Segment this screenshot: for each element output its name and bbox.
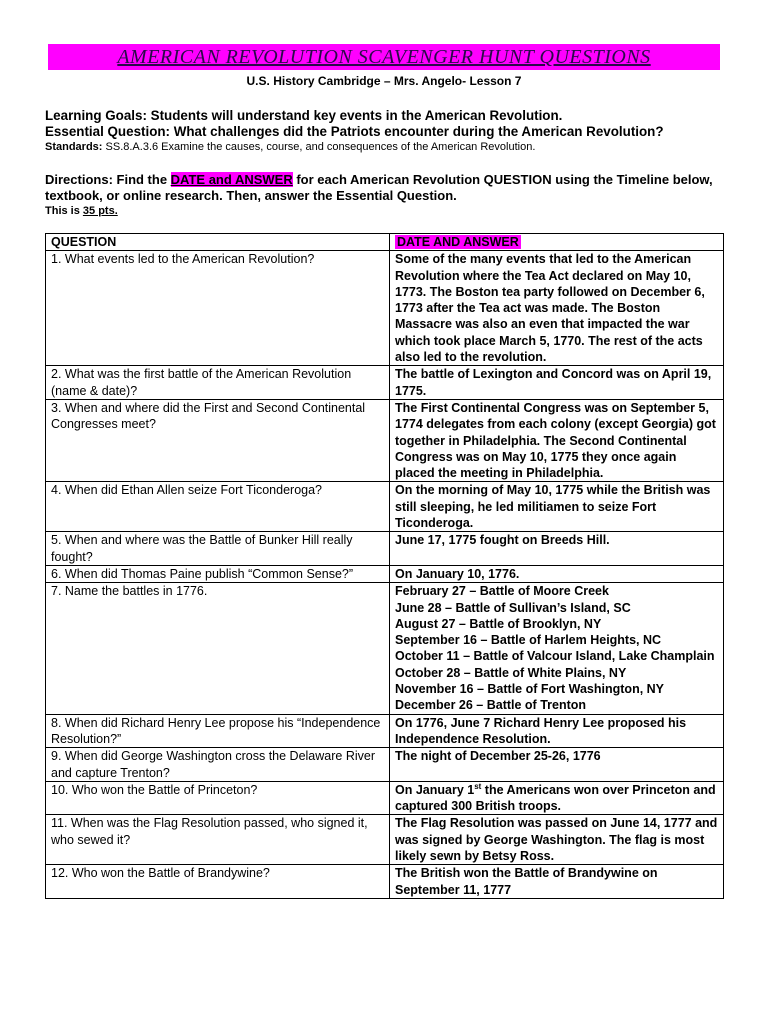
answer-part: On January 1 (395, 782, 475, 797)
answer-cell: June 17, 1775 fought on Breeds Hill. (390, 532, 724, 566)
table-row (46, 482, 724, 532)
answer-cell: On 1776, June 7 Richard Henry Lee proposed his Independence Resolution. (390, 714, 724, 748)
question-cell: 6. When did Thomas Paine publish “Common Sense?” (46, 565, 390, 582)
battle-line: August 27 – Battle of Brooklyn, NY (395, 616, 602, 631)
answer-cell: The British won the Battle of Brandywine on September 11, 1777 (390, 865, 724, 899)
answer-cell (390, 583, 724, 714)
question-cell: 8. When did Richard Henry Lee propose his “Independence Resolution?” (46, 714, 390, 748)
battle-line: November 16 – Battle of Fort Washington, NY (395, 682, 665, 697)
answer-cell: On January 10, 1776. (390, 565, 724, 582)
table-row (46, 366, 724, 400)
question-table (45, 233, 724, 899)
learning-goals: Learning Goals: Students will understand key events in the American Revolution. (45, 108, 563, 123)
question-cell: 7. Name the battles in 1776. (46, 583, 390, 714)
points-label: This is (45, 205, 83, 217)
question-cell: 4. When did Ethan Allen seize Fort Ticonderoga? (46, 482, 390, 532)
directions (45, 172, 723, 204)
table-row (46, 583, 724, 714)
points-value: 35 pts. (82, 205, 118, 217)
table-row (46, 251, 724, 366)
header-question: QUESTION (46, 234, 390, 251)
table-row (46, 399, 724, 481)
answer-cell: The battle of Lexington and Concord was on April 19, 1775. (390, 366, 724, 400)
answer-cell: The First Continental Congress was on September 5, 1774 delegates from each colony (except Georgia) got together in Philadelphia. The Second Continental Congress was on May 10, 1775 they once again placed the meeting in Philadelphia. (390, 399, 724, 481)
table-row (46, 865, 724, 899)
table-row (46, 565, 724, 582)
header-answer-label: DATE AND ANSWER (397, 235, 519, 249)
battle-line: September 16 – Battle of Harlem Heights, NC (395, 633, 662, 648)
answer-part: st (474, 781, 482, 791)
question-cell: 5. When and where was the Battle of Bunker Hill really fought? (46, 532, 390, 566)
header-answer (390, 234, 724, 251)
goals-section (45, 108, 723, 140)
directions-highlight: DATE and ANSWER (170, 172, 293, 187)
answer-part: the Americans won over Princeton and captured 300 British troops. (395, 782, 716, 814)
question-cell: 3. When and where did the First and Second Continental Congresses meet? (46, 399, 390, 481)
essential-question: Essential Question: What challenges did the Patriots encounter during the American Revolution? (45, 124, 664, 139)
question-cell: 12. Who won the Battle of Brandywine? (46, 865, 390, 899)
directions-text-end: for each American Revolution QUESTION using the Timeline below, textbook, or online research. Then, answer the Essential Question. (45, 172, 713, 203)
question-cell: 1. What events led to the American Revolution? (46, 251, 390, 366)
standards-text: SS.8.A.3.6 Examine the causes, course, and consequences of the American Revolution. (102, 141, 536, 153)
battle-line: October 11 – Battle of Valcour Island, Lake Champlain (395, 649, 715, 664)
points-note (45, 204, 723, 218)
answer-cell: On the morning of May 10, 1775 while the British was still sleeping, he led militiamen to seize Fort Ticonderoga. (390, 482, 724, 532)
table-row (46, 815, 724, 865)
answer-cell: The Flag Resolution was passed on June 14, 1777 and was signed by George Washington. The flag is most likely sewn by Betsy Ross. (390, 815, 724, 865)
question-cell: 11. When was the Flag Resolution passed, who signed it, who sewed it? (46, 815, 390, 865)
page-subtitle: U.S. History Cambridge – Mrs. Angelo- Lesson 7 (246, 74, 522, 88)
table-body (46, 251, 724, 899)
battle-line: October 28 – Battle of White Plains, NY (395, 665, 627, 680)
page-title: AMERICAN REVOLUTION SCAVENGER HUNT QUESTIONS (48, 44, 720, 70)
battle-line: June 28 – Battle of Sullivan’s Island, SC (395, 600, 631, 615)
answer-cell (390, 781, 724, 815)
standards (45, 140, 723, 154)
table-row (46, 714, 724, 748)
question-cell: 9. When did George Washington cross the Delaware River and capture Trenton? (46, 748, 390, 782)
battle-line: December 26 – Battle of Trenton (395, 698, 587, 713)
standards-label: Standards: (45, 141, 103, 153)
table-row (46, 781, 724, 815)
worksheet-page (45, 44, 723, 897)
table-header-row (46, 234, 724, 251)
answer-cell: Some of the many events that led to the American Revolution where the Tea Act declared on May 10, 1773. The Boston tea party followed on December 6, 1773 after the Tea act was made. The Boston Massacre was also an even that impacted the war which took place March 5, 1770. The rest of the acts also led to the revolution. (390, 251, 724, 366)
question-cell: 10. Who won the Battle of Princeton? (46, 781, 390, 815)
question-cell: 2. What was the first battle of the American Revolution (name & date)? (46, 366, 390, 400)
directions-text-start: Directions: Find the (45, 172, 171, 187)
battle-line: February 27 – Battle of Moore Creek (395, 584, 609, 599)
table-row (46, 532, 724, 566)
answer-cell: The night of December 25-26, 1776 (390, 748, 724, 782)
table-row (46, 748, 724, 782)
